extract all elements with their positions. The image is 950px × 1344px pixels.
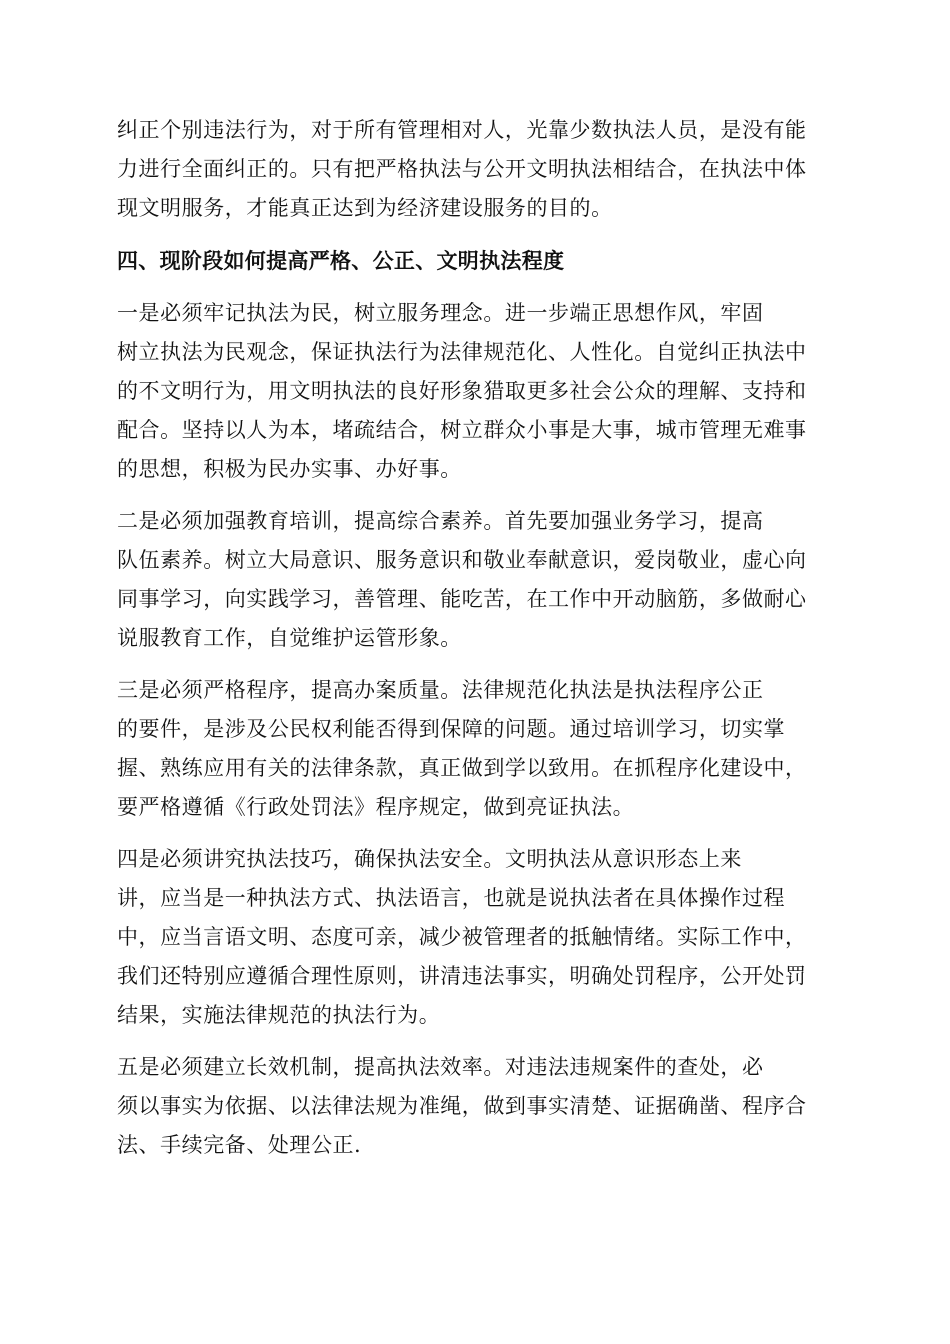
- paragraph-4-line-3: 中，应当言语文明、态度可亲，减少被管理者的抵触情绪。实际工作中，: [117, 925, 807, 949]
- section-heading: 四、现阶段如何提高严格、公正、文明执法程度: [117, 249, 565, 273]
- intro-line-3: 现文明服务，才能真正达到为经济建设服务的目的。: [117, 196, 613, 220]
- paragraph-2-line-2: 队伍素养。树立大局意识、服务意识和敬业奉献意识，爱岗敬业，虚心向: [117, 548, 807, 572]
- paragraph-3-line-3: 握、熟练应用有关的法律条款，真正做到学以致用。在抓程序化建设中，: [117, 756, 807, 780]
- paragraph-1-line-3: 的不文明行为，用文明执法的良好形象猎取更多社会公众的理解、支持和: [117, 379, 807, 403]
- paragraph-5-line-3: 法、手续完备、处理公正.: [117, 1133, 362, 1157]
- paragraph-1-line-4: 配合。坚持以人为本，堵疏结合，树立群众小事是大事，城市管理无难事: [117, 418, 807, 442]
- paragraph-1-line-1: 一是必须牢记执法为民，树立服务理念。进一步端正思想作风，牢固: [117, 301, 764, 325]
- paragraph-2-line-3: 同事学习，向实践学习，善管理、能吃苦，在工作中开动脑筋，多做耐心: [117, 587, 807, 611]
- paragraph-2-line-1: 二是必须加强教育培训，提高综合素养。首先要加强业务学习，提高: [117, 509, 764, 533]
- paragraph-4-line-1: 四是必须讲究执法技巧，确保执法安全。文明执法从意识形态上来: [117, 847, 742, 871]
- paragraph-4-line-4: 我们还特别应遵循合理性原则，讲清违法事实，明确处罚程序，公开处罚: [117, 964, 807, 988]
- paragraph-2-line-4: 说服教育工作，自觉维护运管形象。: [117, 626, 462, 650]
- paragraph-5-line-1: 五是必须建立长效机制，提高执法效率。对违法违规案件的查处，必: [117, 1055, 764, 1079]
- paragraph-1-line-5: 的思想，积极为民办实事、办好事。: [117, 457, 462, 481]
- paragraph-3-line-1: 三是必须严格程序，提高办案质量。法律规范化执法是执法程序公正: [117, 678, 764, 702]
- intro-line-1: 纠正个别违法行为，对于所有管理相对人，光靠少数执法人员，是没有能: [117, 118, 807, 142]
- paragraph-5-line-2: 须以事实为依据、以法律法规为准绳，做到事实清楚、证据确凿、程序合: [117, 1094, 807, 1118]
- paragraph-3-line-2: 的要件，是涉及公民权利能否得到保障的问题。通过培训学习，切实掌: [117, 717, 786, 741]
- paragraph-3-line-4: 要严格遵循《行政处罚法》程序规定，做到亮证执法。: [117, 795, 635, 819]
- paragraph-4-line-5: 结果，实施法律规范的执法行为。: [117, 1003, 441, 1027]
- paragraph-4-line-2: 讲，应当是一种执法方式、执法语言，也就是说执法者在具体操作过程: [117, 886, 786, 910]
- intro-line-2: 力进行全面纠正的。只有把严格执法与公开文明执法相结合，在执法中体: [117, 157, 807, 181]
- paragraph-1-line-2: 树立执法为民观念，保证执法行为法律规范化、人性化。自觉纠正执法中: [117, 340, 807, 364]
